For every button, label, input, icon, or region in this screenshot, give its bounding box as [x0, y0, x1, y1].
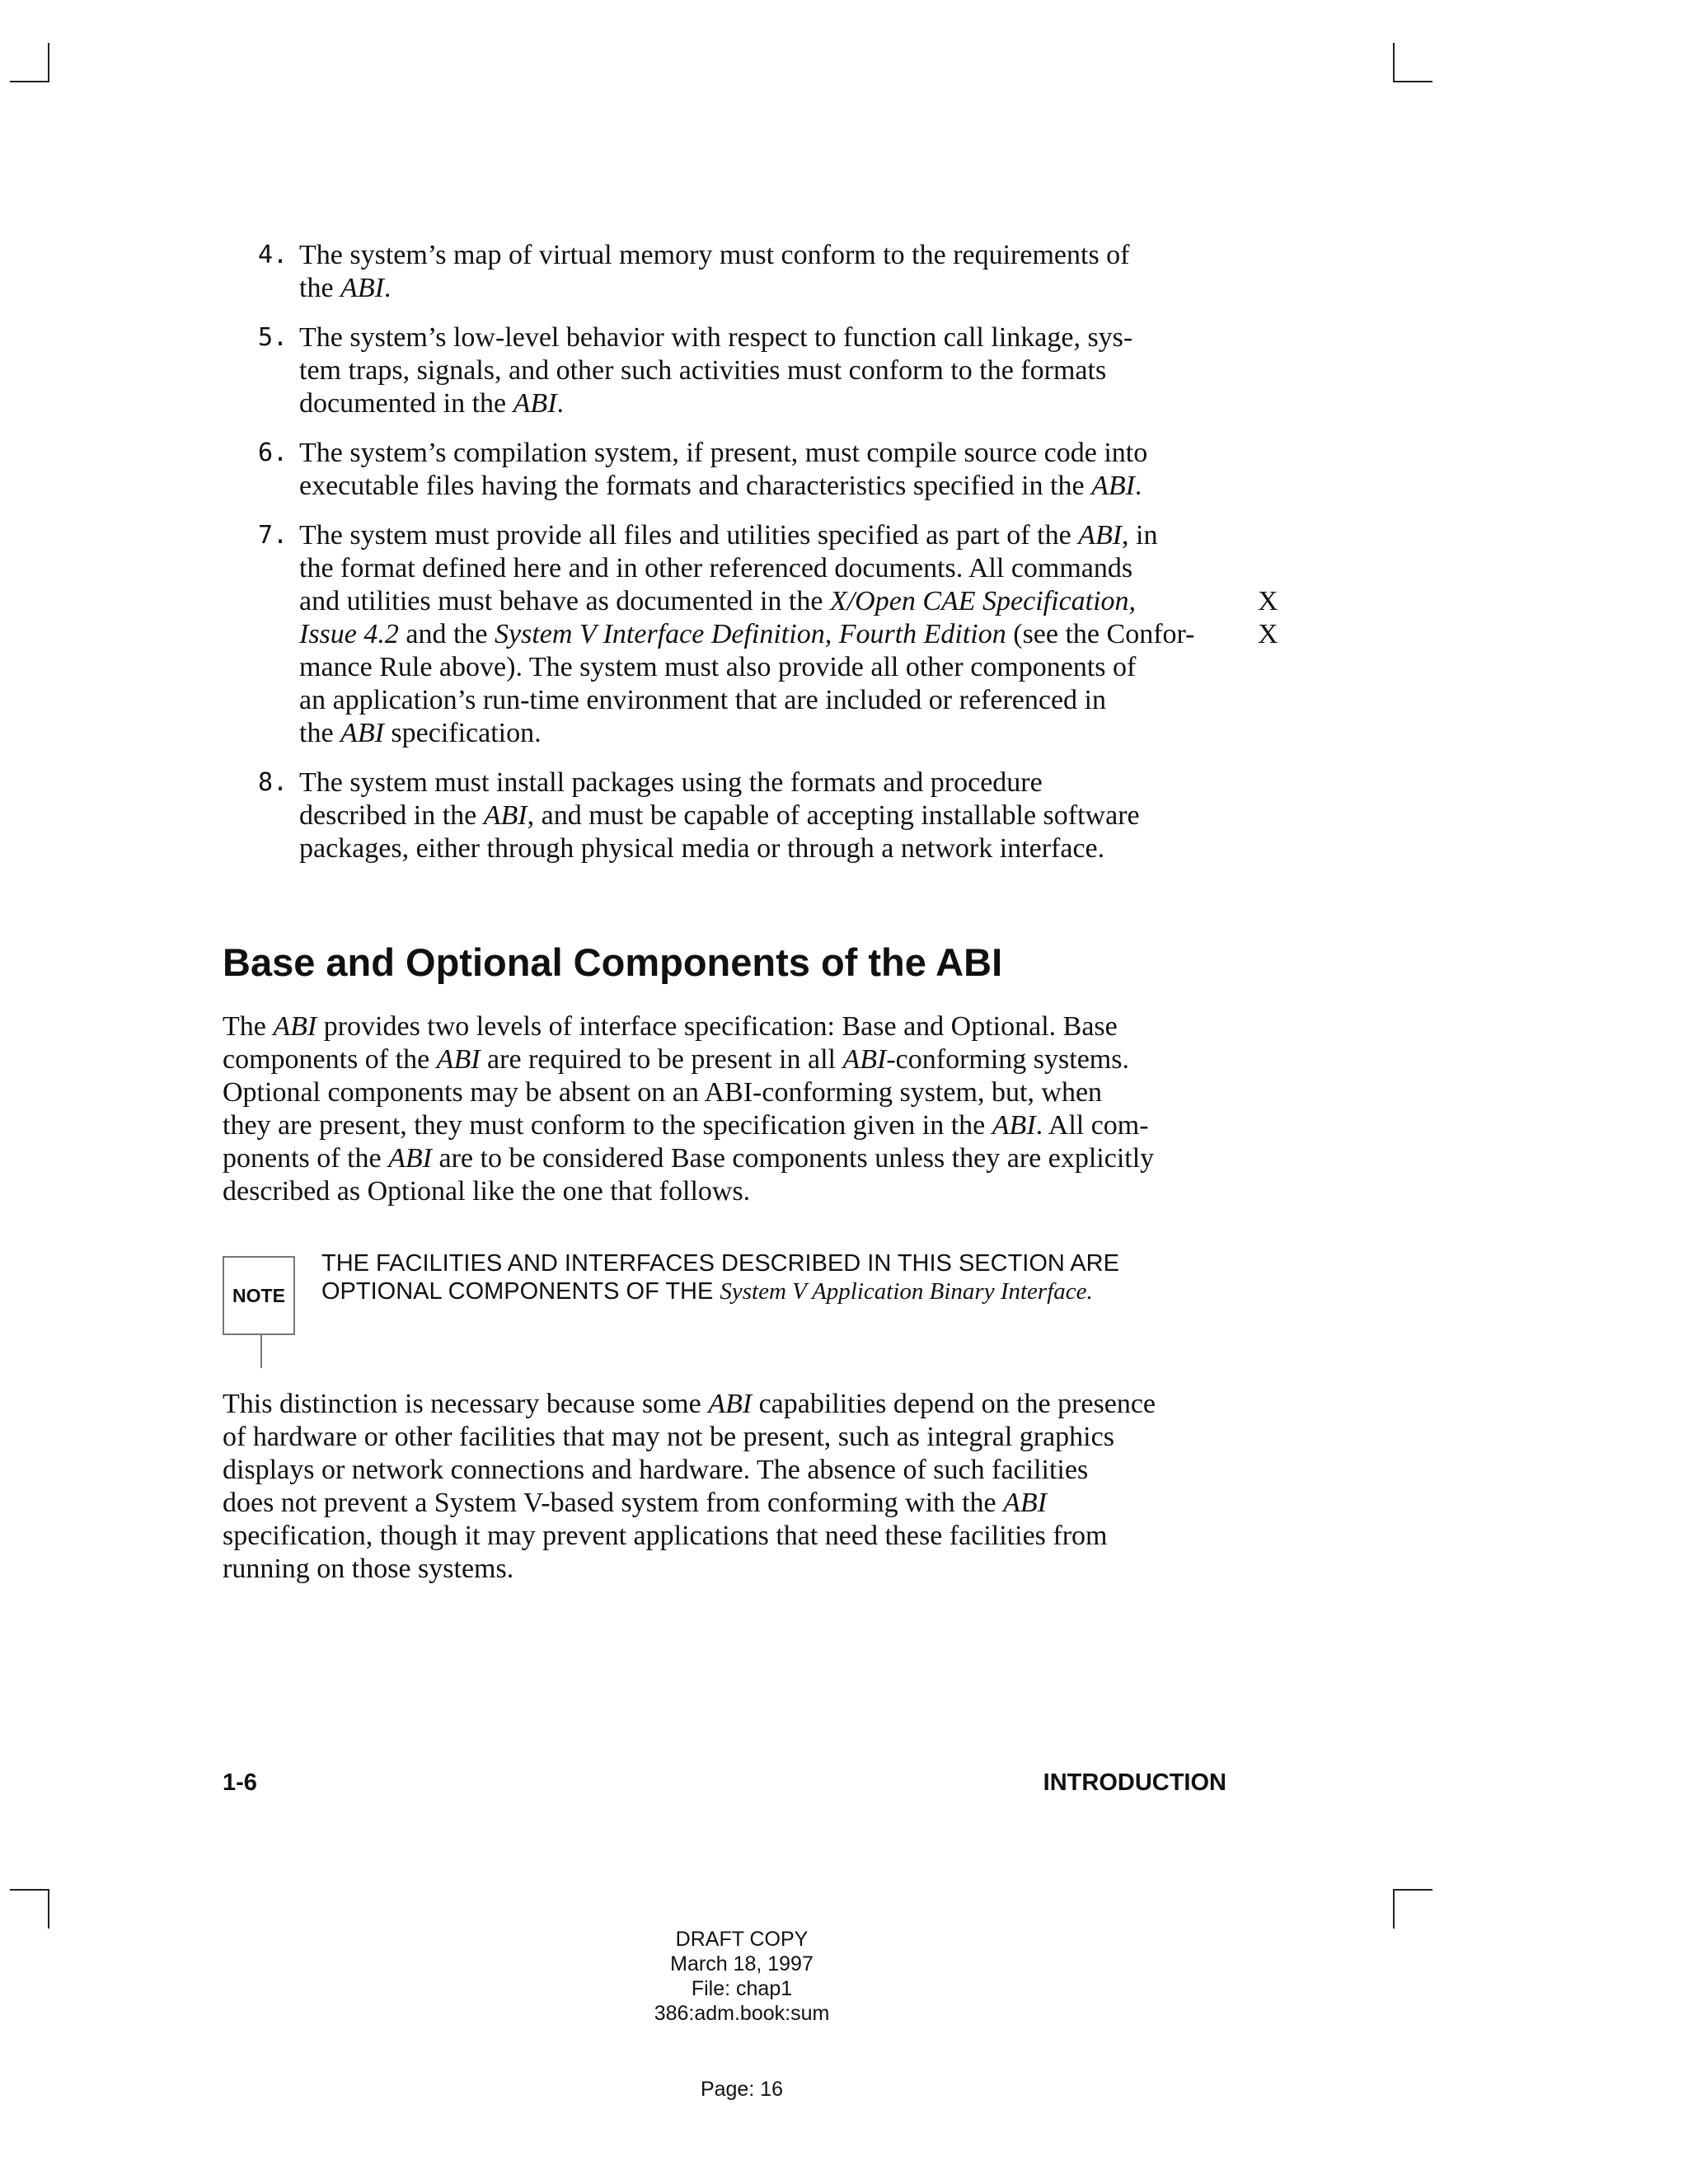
text-line — [299, 519, 1296, 552]
text-run: The system’s map of virtual memory must conform to the requirements of — [299, 240, 1130, 270]
crop-mark-top-right-v — [1393, 43, 1395, 82]
italic-text: System V Application Binary Interface. — [720, 1278, 1093, 1305]
text-line — [223, 1388, 1319, 1421]
text-run: The — [223, 1011, 274, 1042]
draft-stamp — [577, 1927, 907, 2026]
list-item — [258, 321, 1296, 420]
text-line — [299, 684, 1296, 717]
text-run: . — [383, 273, 392, 303]
italic-text: System V Interface Definition, Fourth Edition — [495, 619, 1006, 649]
text-run: the — [299, 273, 341, 303]
text-line — [299, 651, 1296, 684]
footer-page-label: 1-6 — [223, 1769, 257, 1796]
text-line — [299, 437, 1296, 470]
note-box-tail — [260, 1335, 262, 1368]
text-line — [299, 552, 1296, 585]
crop-mark-top-right-h — [1393, 81, 1432, 82]
text-run: are required to be present in all — [480, 1044, 843, 1075]
text-run: , in — [1122, 520, 1158, 551]
italic-text: ABI — [340, 718, 384, 748]
text-run: they are present, they must conform to the specification given in the — [223, 1110, 992, 1141]
text-line — [299, 321, 1296, 354]
requirements-list — [258, 239, 1296, 882]
distinction-paragraph — [223, 1388, 1319, 1586]
text-run: described as Optional like the one that follows. — [223, 1176, 751, 1207]
text-line — [223, 1487, 1319, 1520]
intro-paragraph — [223, 1010, 1319, 1208]
italic-text: ABI — [340, 273, 384, 303]
text-line — [223, 1109, 1319, 1142]
crop-mark-bottom-left-v — [48, 1889, 49, 1929]
crop-mark-bottom-right-v — [1393, 1889, 1395, 1929]
crop-mark-top-left-v — [48, 43, 49, 82]
italic-text: Issue 4.2 — [299, 619, 399, 649]
list-item — [258, 519, 1296, 750]
list-item-number: 7. — [258, 521, 288, 550]
list-item — [258, 437, 1296, 503]
text-run: the format defined here and in other referenced documents. All commands — [299, 553, 1133, 583]
text-line — [299, 717, 1296, 750]
text-line — [321, 1277, 1269, 1305]
text-run: The system’s compilation system, if present, must compile source code into — [299, 438, 1148, 468]
text-line — [223, 1421, 1319, 1454]
italic-text: ABI — [273, 1011, 317, 1042]
text-run: -conforming systems. — [886, 1044, 1129, 1075]
crop-mark-bottom-left-h — [10, 1889, 49, 1891]
text-run: executable files having the formats and characteristics specified in the — [299, 471, 1092, 501]
change-bar-marker: X — [1258, 619, 1278, 649]
list-item-number: 5. — [258, 323, 288, 352]
text-run: ponents of the — [223, 1143, 389, 1174]
list-item-number: 8. — [258, 768, 288, 797]
text-line — [299, 239, 1296, 272]
text-run: the — [299, 718, 341, 748]
text-run: tem traps, signals, and other such activities must conform to the formats — [299, 355, 1107, 386]
italic-text: X/Open CAE Specification, — [829, 586, 1137, 616]
italic-text: ABI — [388, 1143, 432, 1174]
text-run: . All com- — [1035, 1110, 1149, 1141]
note-label-box — [223, 1256, 295, 1335]
text-run: mance Rule above). The system must also provide all other components of — [299, 652, 1137, 682]
text-run: of hardware or other facilities that may not be present, such as integral graphics — [223, 1422, 1114, 1452]
text-run: . — [556, 388, 565, 419]
draft-line: 386:adm.book:sum — [654, 2002, 830, 2025]
text-line — [321, 1249, 1269, 1277]
text-run: documented in the — [299, 388, 513, 419]
text-run: The system’s low-level behavior with respect to function call linkage, sys- — [299, 322, 1133, 353]
italic-text: ABI — [436, 1044, 481, 1075]
italic-text: ABI — [1003, 1488, 1047, 1518]
text-line — [299, 832, 1296, 865]
text-run: running on those systems. — [223, 1554, 514, 1584]
text-run: an application’s run-time environment that are included or referenced in — [299, 685, 1106, 715]
text-run: displays or network connections and hardware. The absence of such facilities — [223, 1455, 1089, 1485]
italic-text: ABI — [513, 388, 557, 419]
text-run: Optional components may be absent on an ABI-conforming system, but, when — [223, 1077, 1103, 1108]
text-run: OPTIONAL COMPONENTS OF THE — [321, 1278, 720, 1305]
text-line — [223, 1553, 1319, 1586]
list-item — [258, 766, 1296, 865]
text-line — [223, 1142, 1319, 1175]
text-run: This distinction is necessary because some — [223, 1389, 709, 1419]
text-run: . — [1134, 471, 1142, 501]
text-line — [299, 470, 1296, 503]
text-run: The system must provide all files and utilities specified as part of the — [299, 520, 1079, 551]
text-line — [223, 1175, 1319, 1208]
text-line — [299, 387, 1296, 420]
text-run: THE FACILITIES AND INTERFACES DESCRIBED IN THIS SECTION ARE — [321, 1250, 1119, 1277]
text-line — [299, 799, 1296, 832]
crop-mark-top-left-h — [10, 81, 49, 82]
text-line — [223, 1520, 1319, 1553]
draft-line: File: chap1 — [691, 1977, 793, 2000]
italic-text: ABI — [1078, 520, 1123, 551]
list-item-number: 4. — [258, 241, 288, 269]
draft-page-number: Page: 16 — [700, 2078, 784, 2101]
change-bar-marker: X — [1258, 586, 1278, 616]
text-line — [299, 585, 1296, 618]
italic-text: ABI — [708, 1389, 753, 1419]
list-item-number: 6. — [258, 438, 288, 467]
text-run: specification, though it may prevent applications that need these facilities from — [223, 1521, 1108, 1551]
text-run: and utilities must behave as documented in the — [299, 586, 830, 616]
text-run: , and must be capable of accepting installable software — [527, 800, 1140, 831]
text-run: are to be considered Base components unless they are explicitly — [432, 1143, 1155, 1174]
crop-mark-bottom-right-h — [1393, 1889, 1432, 1891]
text-run: packages, either through physical media or through a network interface. — [299, 833, 1105, 864]
text-line — [223, 1454, 1319, 1487]
text-run: and the — [398, 619, 495, 649]
italic-text: ABI — [992, 1110, 1036, 1141]
italic-text: ABI — [483, 800, 528, 831]
text-line — [299, 618, 1296, 651]
text-line — [299, 766, 1296, 799]
list-item — [258, 239, 1296, 305]
footer-section-title: INTRODUCTION — [1043, 1769, 1226, 1796]
text-run: capabilities depend on the presence — [752, 1389, 1156, 1419]
text-run: (see the Confor- — [1006, 619, 1195, 649]
italic-text: ABI — [842, 1044, 887, 1075]
text-line — [223, 1076, 1319, 1109]
text-line — [223, 1010, 1319, 1043]
note-label: NOTE — [232, 1284, 285, 1306]
text-run: components of the — [223, 1044, 437, 1075]
text-run: specification. — [383, 718, 542, 748]
text-line — [299, 272, 1296, 305]
draft-line: DRAFT COPY — [675, 1928, 809, 1951]
text-line — [223, 1043, 1319, 1076]
note-text — [321, 1249, 1269, 1305]
text-run: provides two levels of interface specification: Base and Optional. Base — [316, 1011, 1118, 1042]
section-heading: Base and Optional Components of the ABI — [223, 940, 1003, 984]
text-run: does not prevent a System V-based system from conforming with the — [223, 1488, 1004, 1518]
text-line — [299, 354, 1296, 387]
draft-line: March 18, 1997 — [670, 1952, 814, 1975]
text-run: described in the — [299, 800, 484, 831]
text-run: The system must install packages using the formats and procedure — [299, 767, 1043, 798]
italic-text: ABI — [1091, 471, 1135, 501]
